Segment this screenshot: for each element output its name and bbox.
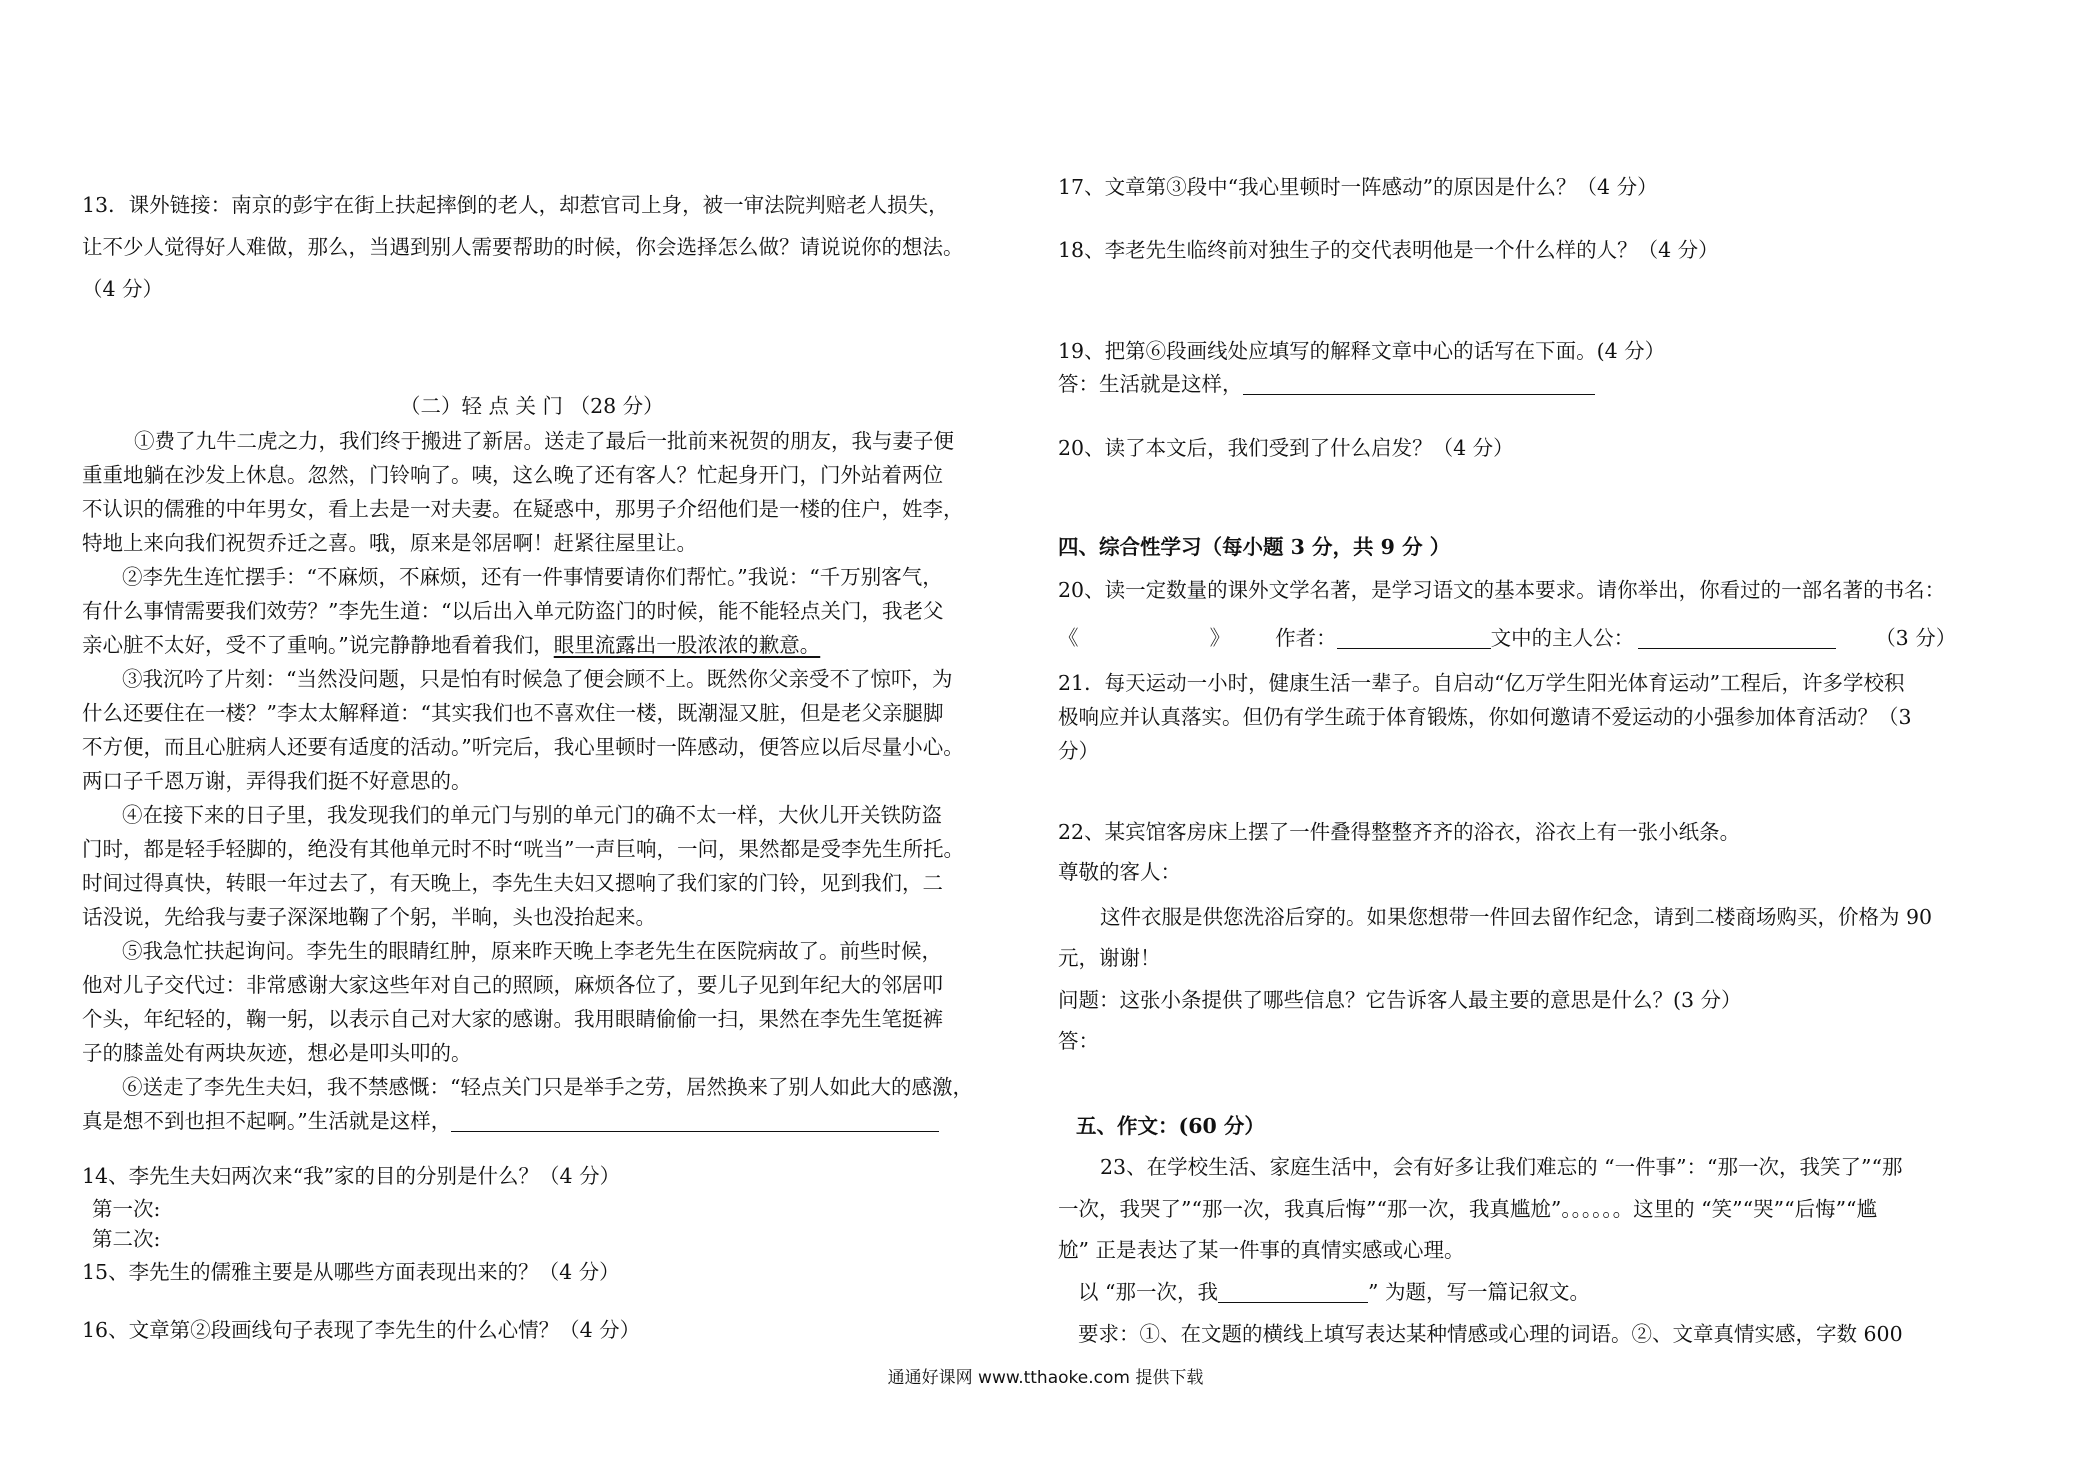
para-5-line-3: 个头，年纪轻的，鞠一躬，以表示自己对大家的感谢。我用眼睛偷偷一扫，果然在李先生笔挺裤 [82, 1007, 943, 1031]
author-label: 作者： [1275, 626, 1337, 650]
protagonist-blank[interactable] [1638, 628, 1836, 649]
q19-text: 19、把第⑥段画线处应填写的解释文章中心的话写在下面。(4 分） [1058, 339, 1666, 363]
q18-text: 18、李老先生临终前对独生子的交代表明他是一个什么样的人？（4 分） [1058, 238, 1719, 262]
q13-line-2: 让不少人觉得好人难做，那么，当遇到别人需要帮助的时候，你会选择怎么做？请说说你的想法。 [82, 235, 964, 259]
essay-title-prompt [1078, 1278, 1590, 1306]
essay-title-blank[interactable] [1218, 1282, 1368, 1303]
q22-question: 问题：这张小条提供了哪些信息？它告诉客人最主要的意思是什么？(3 分） [1058, 988, 1742, 1012]
para-2-line-3 [82, 631, 820, 659]
para-6-line-2 [82, 1107, 939, 1135]
section-5-title: 五、作文：(60 分） [1076, 1114, 1265, 1138]
q14-first-time-label: 第一次: [92, 1197, 161, 1221]
essay-requirements: 要求：①、在文题的横线上填写表达某种情感或心理的词语。②、文章真情实感，字数 600 [1078, 1322, 1903, 1346]
q23-line-1: 23、在学校生活、家庭生活中，会有好多让我们难忘的 “一件事”：“那一次，我笑了”“那 [1100, 1155, 1903, 1179]
q15-text: 15、李先生的儒雅主要是从哪些方面表现出来的？（4 分） [82, 1260, 620, 1284]
q20b-fill-line [1058, 624, 1956, 652]
page-footer: 通通好课网 www.tthaoke.com 提供下载 [887, 1368, 1204, 1388]
q14-text: 14、李先生夫妇两次来“我”家的目的分别是什么？（4 分） [82, 1164, 621, 1188]
para-2-line-1: ②李先生连忙摆手：“不麻烦，不麻烦，还有一件事情要请你们帮忙。”我说：“千万别客气， [122, 565, 943, 589]
q19-answer-blank[interactable] [1243, 374, 1595, 395]
q13-line-1: 13．课外链接：南京的彭宇在街上扶起摔倒的老人，却惹官司上身，被一审法院判赔老人损失， [82, 193, 949, 217]
author-blank[interactable] [1337, 628, 1491, 649]
book-open-bracket: 《 [1058, 626, 1079, 650]
fill-blank-line[interactable] [451, 1111, 939, 1132]
q17-text: 17、文章第③段中“我心里顿时一阵感动”的原因是什么？（4 分） [1058, 175, 1658, 199]
para-3-line-2: 什么还要住在一楼？”李太太解释道：“其实我们也不喜欢住一楼，既潮湿又脏，但是老父亲腿脚 [82, 701, 944, 725]
q20b-text: 20、读一定数量的课外文学名著，是学习语文的基本要求。请你举出，你看过的一部名著的书名： [1058, 578, 1946, 602]
q22-text: 22、某宾馆客房床上摆了一件叠得整整齐齐的浴衣，浴衣上有一张小纸条。 [1058, 820, 1741, 844]
q21-line-1: 21．每天运动一小时，健康生活一辈子。自启动“亿万学生阳光体育运动”工程后，许多学校积 [1058, 671, 1905, 695]
para-4-line-2: 门时，都是轻手轻脚的，绝没有其他单元时不时“咣当”一声巨响，一问，果然都是受李先生所托。 [82, 837, 964, 861]
q16-text: 16、文章第②段画线句子表现了李先生的什么心情？（4 分） [82, 1318, 641, 1342]
section-4-title: 四、综合性学习（每小题 3 分，共 9 分 ） [1058, 535, 1451, 559]
para-3-line-1: ③我沉吟了片刻：“当然没问题，只是怕有时候急了便会顾不上。既然你父亲受不了惊吓，为 [122, 667, 953, 691]
q19-answer-label: 答：生活就是这样， [1058, 372, 1243, 396]
essay-title-prompt-end: ” 为题，写一篇记叙文。 [1368, 1280, 1590, 1304]
q23-line-3: 尬” 正是表达了某一件事的真情实感或心理。 [1058, 1238, 1465, 1262]
para-6-line-2-text: 真是想不到也担不起啊。”生活就是这样， [82, 1109, 452, 1133]
para-1-line-2: 重重地躺在沙发上休息。忽然，门铃响了。咦，这么晚了还有客人？忙起身开门，门外站着两位 [82, 463, 943, 487]
para-5-line-2: 他对儿子交代过：非常感谢大家这些年对自己的照顾，麻烦各位了，要儿子见到年纪大的邻居叩 [82, 973, 943, 997]
q14-second-time-label: 第二次: [92, 1227, 161, 1251]
q13-line-3: （4 分） [82, 277, 164, 301]
protagonist-label: 文中的主人公： [1490, 626, 1635, 650]
para-6-line-1: ⑥送走了李先生夫妇，我不禁感慨：“轻点关门只是举手之劳，居然换来了别人如此大的感激， [122, 1075, 973, 1099]
para-3-line-3: 不方便，而且心脏病人还要有适度的活动。”听完后，我心里顿时一阵感动，便答应以后尽量小心。 [82, 735, 964, 759]
note-greeting: 尊敬的客人： [1058, 860, 1181, 884]
section-title-qingdian-guanmen: （二）轻 点 关 门 （28 分） [400, 394, 664, 418]
para-5-line-4: 子的膝盖处有两块灰迹，想必是叩头叩的。 [82, 1041, 472, 1065]
para-3-line-4: 两口子千恩万谢，弄得我们挺不好意思的。 [82, 769, 472, 793]
para-2-line-3-text: 亲心脏不太好，受不了重响。”说完静静地看着我们， [82, 633, 554, 657]
para-1-line-3: 不认识的儒雅的中年男女，看上去是一对夫妻。在疑惑中，那男子介绍他们是一楼的住户，姓李， [82, 497, 964, 521]
para-1-line-4: 特地上来向我们祝贺乔迁之喜。哦，原来是邻居啊！赶紧往屋里让。 [82, 531, 697, 555]
q23-line-2: 一次，我哭了”“那一次，我真后悔”“那一次，我真尴尬”。。。。。。这里的 “笑”“哭”“后悔”“尴 [1058, 1197, 1878, 1221]
para-1-line-1: ①费了九牛二虎之力，我们终于搬进了新居。送走了最后一批前来祝贺的朋友，我与妻子便 [134, 429, 954, 453]
q19-answer [1058, 370, 1595, 398]
q21-line-2: 极响应并认真落实。但仍有学生疏于体育锻炼，你如何邀请不爱运动的小强参加体育活动？（3 [1058, 705, 1912, 729]
para-4-line-1: ④在接下来的日子里，我发现我们的单元门与别的单元门的确不太一样，大伙儿开关铁防盗 [122, 803, 942, 827]
book-close-bracket: 》 [1209, 626, 1231, 650]
para-4-line-3: 时间过得真快，转眼一年过去了，有天晚上，李先生夫妇又摁响了我们家的门铃，见到我们，二 [82, 871, 943, 895]
q22-answer-label: 答： [1058, 1029, 1099, 1053]
essay-title-prompt-start: 以 “那一次，我 [1078, 1280, 1218, 1304]
para-4-line-4: 话没说，先给我与妻子深深地鞠了个躬，半晌，头也没抬起来。 [82, 905, 656, 929]
note-body-line-2: 元，谢谢！ [1058, 946, 1161, 970]
para-5-line-1: ⑤我急忙扶起询问。李先生的眼睛红肿，原来昨天晚上李老先生在医院病故了。前些时候， [122, 939, 942, 963]
underlined-sentence: 眼里流露出一股浓浓的歉意。 [553, 633, 821, 657]
q20-text: 20、读了本文后，我们受到了什么启发？（4 分） [1058, 436, 1514, 460]
para-2-line-2: 有什么事情需要我们效劳？”李先生道：“以后出入单元防盗门的时候，能不能轻点关门，我老父 [82, 599, 944, 623]
note-body-line-1: 这件衣服是供您洗浴后穿的。如果您想带一件回去留作纪念，请到二楼商场购买，价格为 90 [1100, 905, 1933, 929]
q20b-score: （3 分） [1875, 626, 1957, 650]
q21-line-3: 分） [1058, 739, 1099, 763]
